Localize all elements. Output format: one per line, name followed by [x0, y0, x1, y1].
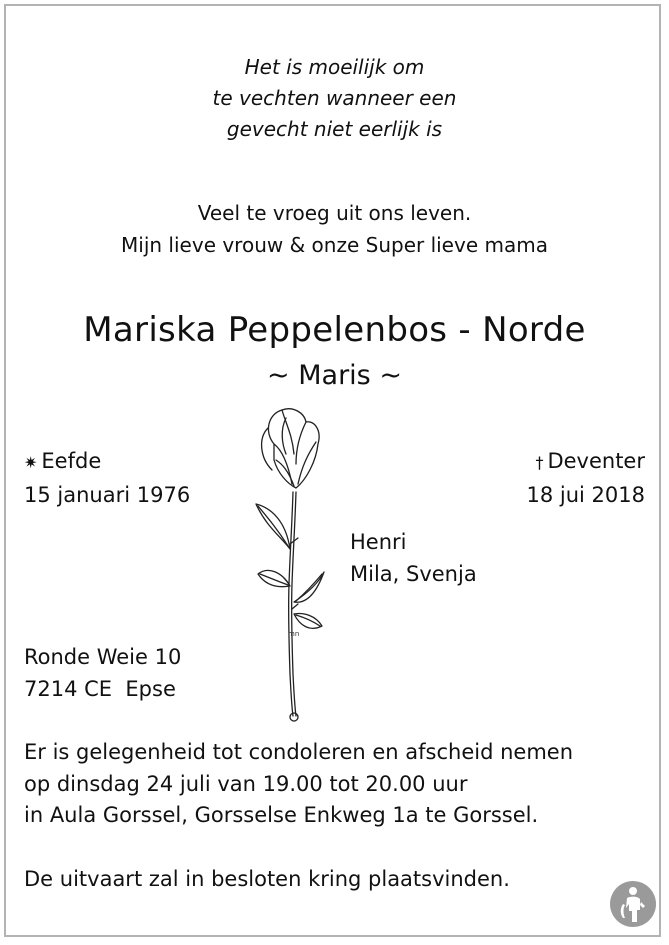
- star-icon: ✷: [24, 453, 38, 472]
- address-line-2: 7214 CE Epse: [24, 677, 176, 701]
- death-info: [527, 445, 646, 511]
- closing-text: De uitvaart zal in besloten kring plaatsvinden.: [24, 867, 510, 891]
- condolence-info: [24, 737, 573, 832]
- quote-line-1: Het is moeilijk om: [244, 55, 425, 79]
- rose-signature: mn: [288, 630, 300, 638]
- mourning-figure-logo-icon: [609, 880, 657, 928]
- quote-line-3: gevecht niet eerlijk is: [226, 117, 443, 141]
- deceased-name: Mariska Peppelenbos - Norde: [83, 310, 586, 350]
- intro-line-1: Veel te vroeg uit ons leven.: [197, 201, 472, 225]
- rose-drawing-icon: [246, 404, 328, 726]
- birth-date: 15 januari 1976: [24, 483, 191, 507]
- intro-line-2: Mijn lieve vrouw & onze Super lieve mama: [121, 233, 548, 257]
- condolence-line-1: Er is gelegenheid tot condoleren en afscheid nemen: [24, 740, 574, 764]
- death-place-row: [527, 445, 646, 479]
- intro: [0, 197, 669, 261]
- death-place: Deventer: [547, 449, 645, 473]
- birth-place: Eefde: [41, 449, 102, 473]
- birth-place-row: [24, 445, 190, 479]
- quote-line-2: te vechten wanneer een: [212, 86, 457, 110]
- address-line-1: Ronde Weie 10: [24, 645, 182, 669]
- family-line-2: Mila, Svenja: [350, 562, 477, 586]
- birth-info: [24, 445, 190, 511]
- family-names: [350, 526, 477, 590]
- deceased-nickname: ~ Maris ~: [267, 360, 402, 391]
- death-date: 18 jui 2018: [526, 483, 645, 507]
- quote: [0, 52, 669, 145]
- address: [24, 641, 181, 705]
- cross-icon: †: [535, 453, 544, 472]
- condolence-line-2: op dinsdag 24 juli van 19.00 tot 20.00 uur: [24, 771, 468, 796]
- family-line-1: Henri: [350, 530, 407, 554]
- condolence-line-3: in Aula Gorssel, Gorsselse Enkweg 1a te Gorssel.: [24, 803, 539, 827]
